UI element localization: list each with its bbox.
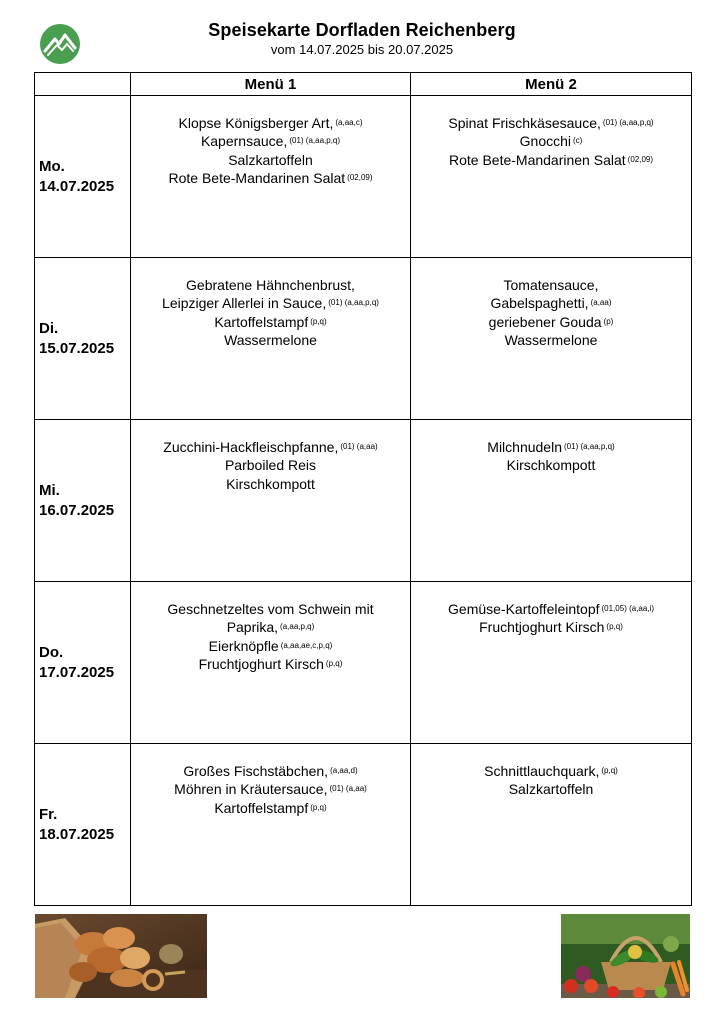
dish-line bbox=[415, 762, 687, 780]
dish-line bbox=[135, 132, 406, 150]
dish-line bbox=[135, 475, 406, 493]
allergen-codes: (a,aa,p,q) bbox=[280, 622, 315, 632]
dish-name: Fruchtjoghurt Kirsch bbox=[198, 656, 324, 673]
dish-name: Salzkartoffeln bbox=[508, 781, 594, 798]
day-name: Di. bbox=[39, 319, 59, 337]
vegetable-basket-photo bbox=[561, 914, 690, 998]
day-date: 18.07.2025 bbox=[39, 825, 115, 843]
dish-name: Salzkartoffeln bbox=[228, 151, 313, 168]
allergen-codes: (01) (a,aa,p,q) bbox=[328, 298, 379, 308]
table-row bbox=[35, 258, 692, 420]
menu-2-cell bbox=[411, 420, 692, 582]
day-date: 15.07.2025 bbox=[39, 339, 115, 357]
dish-line bbox=[415, 294, 687, 312]
dish-line bbox=[135, 618, 406, 636]
dish-name: Kirschkompott bbox=[506, 457, 596, 474]
table-row bbox=[35, 420, 692, 582]
page-title: Speisekarte Dorfladen Reichenberg bbox=[208, 20, 516, 40]
dish-name: Wassermelone bbox=[504, 332, 598, 349]
dish-line bbox=[135, 151, 406, 169]
dish-line bbox=[135, 799, 406, 817]
dish-name: Gemüse-Kartoffeleintopf bbox=[448, 601, 600, 617]
dish-line bbox=[415, 456, 687, 474]
dish-name: Parboiled Reis bbox=[224, 457, 317, 474]
day-date: 17.07.2025 bbox=[39, 663, 115, 681]
dish-name: Kartoffelstampf bbox=[214, 313, 309, 330]
allergen-codes: (a,aa,d) bbox=[330, 766, 358, 775]
allergen-codes: (p,q) bbox=[310, 802, 327, 812]
day-cell bbox=[35, 744, 131, 906]
dish-name: Gabelspaghetti, bbox=[490, 295, 589, 312]
dish-name: Kapernsauce, bbox=[200, 133, 288, 150]
dish-line bbox=[135, 762, 406, 780]
dish-name: Kirschkompott bbox=[226, 475, 315, 492]
menu-2-cell bbox=[411, 744, 692, 906]
dish-line bbox=[135, 655, 406, 673]
day-cell bbox=[35, 96, 131, 258]
dish-line bbox=[135, 331, 406, 349]
dish-name: Leipziger Allerlei in Sauce, bbox=[162, 295, 327, 312]
allergen-codes: (01) (a,aa,p,q) bbox=[564, 442, 615, 451]
allergen-codes: (a,aa,ae,c,p,q) bbox=[280, 640, 333, 650]
dish-name: Paprika, bbox=[226, 619, 279, 636]
allergen-codes: (p,q) bbox=[606, 622, 623, 632]
dish-line bbox=[135, 438, 406, 456]
dish-name: Schnittlauchquark, bbox=[484, 763, 600, 779]
allergen-codes: (01) (a,aa,p,q) bbox=[289, 136, 341, 146]
dish-name: Klopse Königsberger Art, bbox=[178, 115, 334, 131]
dish-line bbox=[135, 637, 406, 655]
dish-line bbox=[415, 438, 687, 456]
day-name: Fr. bbox=[39, 805, 58, 823]
dish-name: Milchnudeln bbox=[487, 439, 562, 455]
date-range-subtitle: vom 14.07.2025 bis 20.07.2025 bbox=[270, 42, 454, 57]
menu-1-cell bbox=[131, 258, 411, 420]
menu-2-cell bbox=[411, 582, 692, 744]
dish-line bbox=[415, 276, 687, 294]
allergen-codes: (01,05) (a,aa,i) bbox=[601, 604, 654, 613]
dish-name: geriebener Gouda bbox=[488, 313, 602, 330]
dish-name: Rote Bete-Mandarinen Salat bbox=[448, 151, 626, 168]
dish-name: Geschnetzeltes vom Schwein mit bbox=[167, 601, 374, 617]
dish-name: Eierknöpfle bbox=[208, 637, 279, 654]
dish-line bbox=[135, 276, 406, 294]
day-name: Do. bbox=[39, 643, 64, 661]
menu-2-cell bbox=[411, 258, 692, 420]
day-date: 16.07.2025 bbox=[39, 501, 115, 519]
menu-table bbox=[34, 72, 692, 906]
allergen-codes: (p,q) bbox=[325, 659, 343, 669]
dish-name: Gebratene Hähnchenbrust, bbox=[186, 277, 355, 293]
allergen-codes: (p) bbox=[603, 316, 614, 326]
dish-line bbox=[135, 456, 406, 474]
allergen-codes: (c) bbox=[573, 136, 583, 146]
dish-line bbox=[135, 313, 406, 331]
day-cell bbox=[35, 258, 131, 420]
table-row bbox=[35, 96, 692, 258]
dish-name: Spinat Frischkäsesauce, bbox=[448, 115, 601, 131]
table-row bbox=[35, 582, 692, 744]
dish-line bbox=[135, 294, 406, 312]
dish-name: Zucchini-Hackfleischpfanne, bbox=[163, 439, 339, 455]
dish-name: Wassermelone bbox=[224, 332, 317, 349]
dish-line bbox=[415, 132, 687, 150]
dish-line bbox=[135, 114, 406, 132]
allergen-codes: (02,09) bbox=[347, 173, 373, 183]
dish-name: Rote Bete-Mandarinen Salat bbox=[168, 170, 346, 187]
day-name: Mi. bbox=[39, 481, 60, 499]
day-date: 14.07.2025 bbox=[39, 177, 115, 195]
allergen-codes: (p,q) bbox=[310, 316, 327, 326]
dish-line bbox=[415, 331, 687, 349]
dish-line bbox=[415, 618, 687, 636]
header-row bbox=[35, 73, 692, 96]
dish-name: Großes Fischstäbchen, bbox=[183, 763, 329, 779]
dish-name: Möhren in Kräutersauce, bbox=[174, 781, 328, 798]
allergen-codes: (02,09) bbox=[627, 154, 654, 164]
allergen-codes: (01) (a,aa,p,q) bbox=[602, 118, 654, 127]
header-cell-menu-2: Menü 2 bbox=[411, 73, 692, 96]
allergen-codes: (a,aa,c) bbox=[335, 118, 363, 127]
dish-line bbox=[415, 114, 687, 132]
allergen-codes: (a,aa) bbox=[590, 298, 612, 308]
day-name: Mo. bbox=[39, 157, 65, 175]
dish-name: Fruchtjoghurt Kirsch bbox=[479, 619, 605, 636]
table-row bbox=[35, 744, 692, 906]
menu-1-cell bbox=[131, 582, 411, 744]
menu-1-cell bbox=[131, 744, 411, 906]
header-cell-day bbox=[35, 73, 131, 96]
allergen-codes: (01) (a,aa) bbox=[329, 784, 367, 794]
menu-1-cell bbox=[131, 96, 411, 258]
menu-1-cell bbox=[131, 420, 411, 582]
dish-name: Gnocchi bbox=[519, 133, 572, 150]
allergen-codes: (p,q) bbox=[601, 766, 618, 775]
menu-2-cell bbox=[411, 96, 692, 258]
allergen-codes: (01) (a,aa) bbox=[340, 442, 378, 451]
dish-line bbox=[135, 600, 406, 618]
dish-line bbox=[135, 169, 406, 187]
day-cell bbox=[35, 420, 131, 582]
bread-basket-photo bbox=[35, 914, 207, 998]
dish-line bbox=[135, 780, 406, 798]
dish-line bbox=[415, 151, 687, 169]
day-cell bbox=[35, 582, 131, 744]
dish-name: Kartoffelstampf bbox=[214, 799, 309, 816]
dish-line bbox=[415, 780, 687, 798]
dish-line bbox=[415, 313, 687, 331]
dish-line bbox=[415, 600, 687, 618]
dish-name: Tomatensauce, bbox=[503, 277, 599, 293]
header-cell-menu-1: Menü 1 bbox=[131, 73, 411, 96]
